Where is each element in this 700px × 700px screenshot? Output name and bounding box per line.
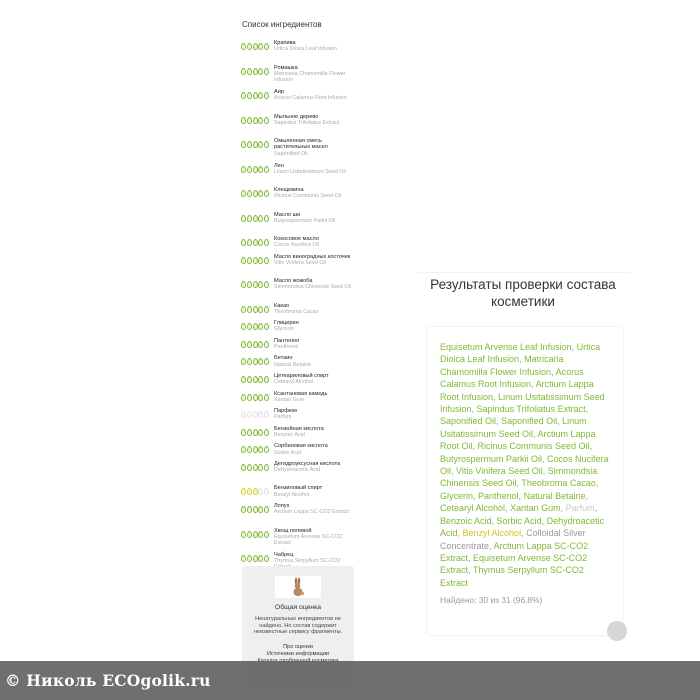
composition-ingredient[interactable]: Parfum: [565, 503, 595, 514]
drop-icon: [258, 531, 263, 538]
ingredient-name-ru: Ромашка: [274, 64, 298, 71]
rating-drops-icon: [238, 506, 272, 513]
drop-icon: [264, 464, 269, 471]
ingredient-name-en: Matricaria Chamomilla Flower Infusion: [274, 70, 346, 83]
drop-icon: [264, 68, 269, 75]
drop-icon: [247, 117, 252, 124]
ingredient-name-en: Cocos Nucifera Oil: [274, 242, 319, 249]
ingredient-name-en: Glycerin: [274, 326, 294, 333]
drop-icon: [264, 341, 269, 348]
drop-icon: [253, 341, 258, 348]
composition-ingredient[interactable]: Glycerin: [440, 490, 474, 501]
rating-drops-icon: [238, 358, 272, 365]
drop-icon: [264, 446, 269, 453]
drop-icon: [247, 190, 252, 197]
ingredient-row[interactable]: [238, 426, 358, 444]
drop-icon: [264, 555, 269, 562]
ingredient-name-en: Simmondsia Chinensis Seed Oil: [274, 284, 352, 291]
drop-icon: [258, 464, 263, 471]
drop-icon: [241, 92, 246, 99]
drop-icon: [264, 215, 269, 222]
ingredient-text: [274, 461, 354, 473]
composition-ingredient[interactable]: Panthenol: [478, 490, 519, 501]
score-title: Общая оценка: [274, 604, 322, 611]
drop-icon: [241, 43, 246, 50]
ingredient-row[interactable]: [238, 236, 358, 254]
rating-drops-icon: [238, 190, 272, 197]
rating-drops-icon: [238, 488, 272, 495]
ingredient-name-en: Linum Usitatissimum Seed Oil: [274, 168, 346, 175]
composition-ingredient[interactable]: Colloidal Silver Concentrate: [440, 528, 586, 551]
ingredient-row[interactable]: [238, 163, 358, 188]
drop-icon: [247, 358, 252, 365]
drop-icon: [241, 394, 246, 401]
ingredient-row[interactable]: [238, 391, 358, 409]
ingredient-row[interactable]: [238, 89, 358, 114]
ingredient-row[interactable]: [238, 40, 358, 65]
drop-icon: [241, 190, 246, 197]
rabbit-icon: [290, 577, 306, 597]
ingredient-name-ru: Масло жожоба: [274, 278, 313, 285]
ingredient-text: [274, 187, 354, 199]
drop-icon: [241, 446, 246, 453]
drop-icon: [258, 394, 263, 401]
drop-icon: [247, 215, 252, 222]
drop-icon: [253, 358, 258, 365]
results-title: Результаты проверки состава косметики: [430, 277, 616, 309]
ingredient-name-en: Sapindus Trifoliatus Extract: [274, 119, 340, 126]
drop-icon: [253, 166, 258, 173]
composition-ingredient[interactable]: Benzoic Acid: [440, 515, 492, 526]
ingredient-name-en: Xantan Gum: [274, 396, 305, 403]
drop-icon: [247, 239, 252, 246]
drop-icon: [258, 376, 263, 383]
drop-icon: [241, 239, 246, 246]
rating-drops-icon: [238, 555, 272, 562]
drop-icon: [241, 358, 246, 365]
drop-icon: [247, 446, 252, 453]
drop-icon: [258, 306, 263, 313]
composition-ingredient[interactable]: Sapindus Trifoliatus Extract: [476, 404, 586, 415]
rating-drops-icon: [238, 257, 272, 264]
drop-icon: [264, 323, 269, 330]
drop-icon: [253, 394, 258, 401]
drop-icon: [241, 411, 246, 418]
drop-icon: [258, 141, 263, 148]
ingredient-text: [274, 114, 354, 126]
ingredient-name-en: Thymus Serpyllum SC-CO2: [274, 558, 341, 565]
ingredient-name-en: Benzoic Acid: [274, 432, 305, 439]
ingredient-row[interactable]: [238, 461, 358, 486]
ingredient-name-ru: Лен: [274, 162, 284, 169]
ingredient-name-ru: Цетеариловый спирт: [274, 372, 329, 379]
ingredient-name-en: Sorbic Acid: [274, 449, 301, 456]
ingredient-name-en: Saponified Oil: [274, 150, 308, 157]
drop-icon: [253, 464, 258, 471]
drop-icon: [247, 68, 252, 75]
drop-icon: [258, 215, 263, 222]
drop-icon: [264, 488, 269, 495]
drop-icon: [264, 117, 269, 124]
ingredient-text: [274, 485, 354, 497]
drop-icon: [264, 43, 269, 50]
drop-icon: [253, 117, 258, 124]
drop-icon: [264, 239, 269, 246]
drop-icon: [253, 411, 258, 418]
composition-text: Equisetum Arvense Leaf Infusion, Urtica Dioica Leaf Infusion, Matricaria Chamomilla Flower Infusion, Acorus Calamus Root Infusion, Arctium Lappa Root Infusion, Linum Usitatissimum Seed Infusion, Sapindus Trifoliatus Extract, Saponified Oil, Saponified Oil, Linum Usitatissimum Seed Oil, Arctium Lappa Root Oil, Ricinus Communis Seed Oil, Butyrospermum Parkii Oil, Cocos Nucifera Oil, Vitis Vinifera Seed Oil, Simmondsia Chinensis Seed Oil, Theobroma Cacao, Glycerin, Panthenol, Natural Betaine, Cetearyl Alcohol, Xantan Gum, Parfum, Benzoic Acid, Sorbic Acid, Dehydroacetic Acid, Benzyl Alcohol, Colloidal Silver Concentrate, Arctium Lappa SC-CO2 Extract, Equisetum Arvense SC-CO2 Extract, Thymus Serpyllum SC-CO2 Extract: [440, 342, 609, 588]
ingredient-name-ru: Аир: [274, 89, 284, 95]
drop-icon: [241, 506, 246, 513]
ingredient-row[interactable]: [238, 373, 358, 391]
ingredient-name-ru: Масло виноградных косточек: [274, 253, 351, 260]
drop-icon: [241, 257, 246, 264]
rating-drops-icon: [238, 117, 272, 124]
drop-icon: [253, 257, 258, 264]
drop-icon: [258, 281, 263, 288]
composition-ingredient[interactable]: Dehydroacetic Acid: [440, 515, 605, 539]
drop-icon: [258, 166, 263, 173]
ingredient-text: [274, 163, 354, 175]
score-logo: [275, 576, 321, 598]
ingredient-row[interactable]: [238, 528, 358, 553]
ingredient-text: [274, 443, 354, 455]
rating-drops-icon: [238, 306, 272, 313]
composition-ingredient[interactable]: Cetearyl Alcohol: [440, 503, 506, 514]
composition-ingredient[interactable]: Acorus Calamus Root Infusion: [440, 366, 584, 390]
drop-icon: [258, 239, 263, 246]
drop-icon: [264, 429, 269, 436]
drop-icon: [241, 281, 246, 288]
drop-icon: [241, 141, 246, 148]
ingredient-row[interactable]: [238, 355, 358, 373]
ingredient-name-ru: Клещевина: [274, 187, 304, 193]
composition-ingredient[interactable]: Vitis Vinifera Seed Oil: [456, 466, 543, 477]
drop-icon: [253, 190, 258, 197]
drop-icon: [253, 488, 258, 495]
rating-drops-icon: [238, 341, 272, 348]
rating-drops-icon: [238, 394, 272, 401]
drop-icon: [247, 506, 252, 513]
composition-ingredient[interactable]: Matricaria Chamomilla Flower Infusion: [440, 354, 564, 377]
ingredient-text: [274, 278, 354, 290]
drop-icon: [247, 281, 252, 288]
drop-icon: [247, 43, 252, 50]
ingredient-name-en: Benzyl Alcohol: [274, 491, 310, 498]
ingredient-text: [274, 426, 354, 438]
ingredient-row[interactable]: [238, 303, 358, 321]
drop-icon: [241, 429, 246, 436]
ingredient-name-en: Vitis Vinifera Seed Oil: [274, 259, 326, 266]
composition-ingredient[interactable]: Saponified Oil: [440, 416, 497, 427]
drop-icon: [241, 323, 246, 330]
composition-ingredient[interactable]: Natural Betaine: [523, 490, 586, 501]
drop-icon: [253, 376, 258, 383]
ingredient-name-ru: Масло ши: [274, 211, 301, 218]
drop-icon: [247, 394, 252, 401]
drop-icon: [247, 464, 252, 471]
ingredient-row[interactable]: [238, 65, 358, 90]
ingredient-name-en: Cetearyl Alcohol: [274, 379, 313, 386]
drop-icon: [241, 166, 246, 173]
ingredient-name-en: Urtica Dioica Leaf Infusion: [274, 46, 337, 53]
ingredient-name-ru: Хвощ полевой: [274, 527, 312, 534]
ingredient-row[interactable]: [238, 443, 358, 461]
composition-ingredient[interactable]: Linum Usitatissimum Seed Oil: [440, 416, 587, 439]
composition-ingredient[interactable]: Linum Usitatissimum Seed Infusion: [440, 391, 605, 415]
drop-icon: [241, 215, 246, 222]
ingredient-text: [274, 408, 354, 420]
ingredients-title: Список ингредиентов: [242, 20, 322, 29]
ingredient-name-ru: Бензиловый спирт: [274, 485, 323, 492]
ingredient-text: [274, 373, 354, 385]
drop-icon: [258, 358, 263, 365]
ingredient-text: [274, 320, 354, 332]
composition-ingredient[interactable]: Cocos Nucifera Oil: [440, 453, 609, 477]
composition-ingredient[interactable]: Arctium Lappa Root Oil: [440, 428, 596, 452]
about-ratings-link[interactable]: Про оценки: [283, 643, 313, 650]
ingredient-text: [274, 391, 354, 403]
score-description: Ненатуральных ингредиентов не найдено. Но состав содержит неизвестные сервису фрагменты.: [253, 616, 343, 636]
composition-ingredient[interactable]: Ricinus Communis Seed Oil: [477, 441, 590, 452]
ingredient-row[interactable]: [238, 320, 358, 338]
composition-ingredient[interactable]: Theobroma Cacao: [521, 478, 596, 489]
composition-ingredient[interactable]: Benzyl Alcohol: [462, 528, 522, 539]
ingredient-row[interactable]: [238, 503, 358, 528]
ingredient-text: [274, 338, 354, 350]
drop-icon: [241, 341, 246, 348]
ingredient-row[interactable]: [238, 278, 358, 303]
results-card: [426, 326, 624, 636]
drop-icon: [253, 531, 258, 538]
ingredient-name-ru: Сорбиновая кислота: [274, 443, 328, 450]
ingredient-name-ru: Пантенол: [274, 337, 300, 344]
watermark-bar: [0, 661, 700, 700]
ingredient-name-ru: Лопух: [274, 503, 290, 510]
ingredient-row[interactable]: [238, 254, 358, 279]
ingredient-name-ru: Парфюм: [274, 408, 297, 415]
ingredient-text: [274, 89, 354, 101]
rating-drops-icon: [238, 429, 272, 436]
ingredient-text: [274, 254, 354, 266]
drop-icon: [264, 376, 269, 383]
drop-icon: [264, 411, 269, 418]
composition-ingredient[interactable]: Arctium Lappa SC-CO2 Extract: [440, 540, 589, 563]
watermark-text: © Николь ECOgolik.ru: [5, 671, 211, 690]
drop-icon: [264, 92, 269, 99]
drop-icon: [258, 411, 263, 418]
ingredient-name-ru: Ксантановая камедь: [274, 390, 328, 397]
composition-ingredient[interactable]: Thymus Serpyllum SC-CO2 Extract: [440, 565, 584, 588]
drop-icon: [258, 429, 263, 436]
ingredient-text: [274, 528, 354, 546]
drop-icon: [253, 306, 258, 313]
ingredient-name-en: Theobroma Cacao: [274, 308, 319, 315]
drop-icon: [258, 190, 263, 197]
rating-drops-icon: [238, 239, 272, 246]
ingredient-row[interactable]: [238, 485, 358, 503]
ingredient-text: [274, 236, 354, 248]
sources-link[interactable]: Источники информации: [266, 650, 329, 657]
drop-icon: [247, 323, 252, 330]
drop-icon: [241, 117, 246, 124]
rating-drops-icon: [238, 281, 272, 288]
drop-icon: [253, 323, 258, 330]
ingredients-list: [238, 40, 358, 577]
ingredient-name-ru: Крапива: [274, 40, 296, 46]
ingredient-name-ru: Чабрец: [274, 552, 294, 559]
drop-icon: [264, 506, 269, 513]
drop-icon: [253, 506, 258, 513]
ingredient-name-en: Natural Betaine: [274, 361, 312, 368]
found-summary: Найдено: 30 из 31 (96.8%): [440, 595, 543, 606]
drop-icon: [264, 394, 269, 401]
ingredient-row[interactable]: [238, 408, 358, 426]
drop-icon: [258, 341, 263, 348]
composition-ingredient[interactable]: Equisetum Arvense SC-CO2 Extract: [440, 552, 588, 576]
drop-icon: [258, 68, 263, 75]
ingredient-name-ru: Кокосовое масло: [274, 236, 319, 242]
drop-icon: [264, 306, 269, 313]
ingredient-row[interactable]: [238, 212, 358, 237]
drop-icon: [264, 141, 269, 148]
rating-drops-icon: [238, 141, 272, 148]
drop-icon: [247, 141, 252, 148]
ingredient-text: [274, 40, 354, 52]
drop-icon: [247, 555, 252, 562]
drop-icon: [253, 68, 258, 75]
drop-icon: [258, 488, 263, 495]
drop-icon: [247, 306, 252, 313]
drop-icon: [247, 488, 252, 495]
rating-drops-icon: [238, 446, 272, 453]
drop-icon: [253, 215, 258, 222]
drop-icon: [241, 464, 246, 471]
ingredient-name-ru: Омыленная смесь растительных масел: [274, 138, 328, 151]
drop-icon: [264, 166, 269, 173]
ingredient-row[interactable]: [238, 138, 358, 163]
ingredient-name-en: Parfum: [274, 414, 292, 421]
drop-icon: [241, 68, 246, 75]
composition-ingredient[interactable]: Arctium Lappa Root Infusion: [440, 379, 594, 402]
rating-drops-icon: [238, 531, 272, 538]
drop-icon: [258, 446, 263, 453]
ingredient-name-ru: Какао: [274, 302, 290, 309]
drop-icon: [247, 429, 252, 436]
ingredient-row[interactable]: [238, 187, 358, 212]
drop-icon: [258, 117, 263, 124]
drop-icon: [264, 531, 269, 538]
drop-icon: [258, 43, 263, 50]
drop-icon: [241, 531, 246, 538]
ingredient-name-en: Dehydroacetic Acid: [274, 467, 321, 474]
rating-drops-icon: [238, 376, 272, 383]
ingredient-name-ru: Глицерин: [274, 320, 299, 327]
drop-icon: [258, 92, 263, 99]
drop-icon: [241, 376, 246, 383]
rating-drops-icon: [238, 215, 272, 222]
drop-icon: [258, 506, 263, 513]
ingredient-name-ru: Бензойная кислота: [274, 425, 324, 432]
drop-icon: [253, 281, 258, 288]
drop-icon: [247, 341, 252, 348]
composition-ingredient[interactable]: Xantan Gum: [510, 503, 561, 514]
composition-ingredient[interactable]: Sorbic Acid: [496, 515, 542, 526]
ingredient-name-ru: Дегидроуксусная кислота: [274, 460, 341, 467]
ingredient-row[interactable]: [238, 338, 358, 356]
drop-icon: [258, 555, 263, 562]
rating-drops-icon: [238, 411, 272, 418]
drop-icon: [253, 141, 258, 148]
ingredients-panel: [238, 14, 358, 577]
drop-icon: [264, 257, 269, 264]
rating-drops-icon: [238, 166, 272, 173]
drop-icon: [253, 239, 258, 246]
drop-icon: [253, 43, 258, 50]
rating-drops-icon: [238, 68, 272, 75]
ingredient-name-en: Equisetum Arvense SC-CO2 Extract: [274, 533, 343, 546]
drop-icon: [253, 446, 258, 453]
ingredient-name-ru: Бетаин: [274, 355, 293, 362]
scroll-top-button[interactable]: [607, 621, 627, 641]
drop-icon: [241, 488, 246, 495]
ingredient-name-en: Arctium Lappa SC-CO2 Extract: [274, 509, 349, 516]
composition-ingredient[interactable]: Butyrospermum Parkii Oil: [440, 453, 543, 464]
drop-icon: [253, 92, 258, 99]
drop-icon: [247, 411, 252, 418]
drop-icon: [258, 257, 263, 264]
drop-icon: [247, 257, 252, 264]
rating-drops-icon: [238, 43, 272, 50]
drop-icon: [258, 323, 263, 330]
composition-ingredient[interactable]: Simmondsia Chinensis Seed Oil: [440, 466, 598, 489]
ingredient-name-en: Ricinus Communis Seed Oil: [274, 193, 342, 200]
ingredient-row[interactable]: [238, 114, 358, 139]
divider: [418, 272, 630, 273]
ingredient-text: [274, 303, 354, 315]
drop-icon: [264, 190, 269, 197]
drop-icon: [247, 376, 252, 383]
ingredient-text: [274, 212, 354, 224]
composition-ingredient[interactable]: Saponified Oil: [501, 416, 558, 427]
rating-drops-icon: [238, 323, 272, 330]
drop-icon: [247, 92, 252, 99]
ingredient-name-en: Butyrospermum Parkii Oil: [274, 217, 336, 224]
drop-icon: [241, 306, 246, 313]
ingredient-name-en: Acorus Calamus Root Infusion: [274, 95, 347, 102]
ingredient-text: [274, 138, 354, 157]
composition-ingredient[interactable]: Equisetum Arvense Leaf Infusion: [440, 342, 572, 352]
drop-icon: [264, 358, 269, 365]
drop-icon: [253, 555, 258, 562]
rating-drops-icon: [238, 464, 272, 471]
ingredient-text: [274, 355, 354, 367]
drop-icon: [241, 555, 246, 562]
ingredient-name-ru: Мыльное дерево: [274, 113, 319, 120]
ingredient-name-en: Panthenol: [274, 344, 299, 351]
ingredient-text: [274, 65, 354, 83]
composition-ingredient[interactable]: Urtica Dioica Leaf Infusion: [440, 342, 601, 365]
rating-drops-icon: [238, 92, 272, 99]
drop-icon: [247, 531, 252, 538]
drop-icon: [264, 281, 269, 288]
ingredient-text: [274, 503, 354, 515]
drop-icon: [247, 166, 252, 173]
drop-icon: [253, 429, 258, 436]
